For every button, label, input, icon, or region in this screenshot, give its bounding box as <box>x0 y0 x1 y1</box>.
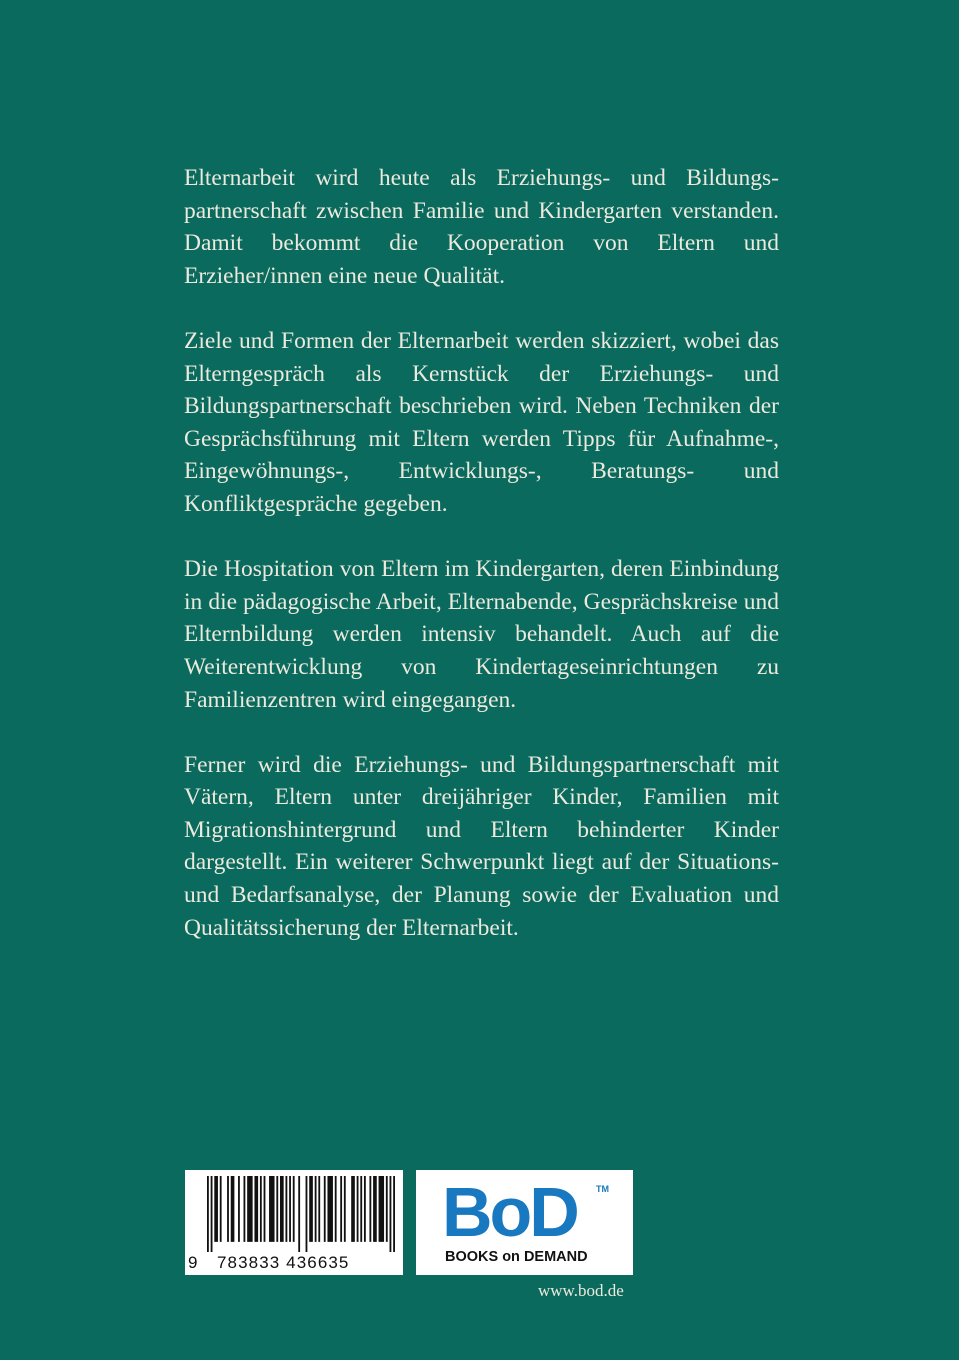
back-cover-blurb <box>184 162 779 977</box>
barcode-bar <box>238 1176 240 1242</box>
barcode-bar <box>214 1176 218 1242</box>
barcode-bar <box>340 1176 342 1242</box>
barcode-bar <box>357 1176 359 1242</box>
bod-logo-mark: BoD <box>442 1173 577 1251</box>
barcode-bar <box>351 1176 355 1242</box>
isbn-digits: 783833 436635 <box>217 1253 350 1272</box>
barcode-bar <box>207 1176 209 1252</box>
barcode-bar <box>285 1176 287 1242</box>
blurb-paragraph-3: Die Hospitation von Eltern im Kindergarten, deren Einbindung in die pädagogische Arbeit, Elternabende, Gesprächskreise und Elternbildung werden intensiv behandelt. Auch auf die Weiterentwicklung von Kindertageseinrichtungen zu Familienzentren wird eingegangen. <box>184 556 779 713</box>
barcode-bar <box>344 1176 346 1242</box>
barcode-bar <box>306 1176 308 1252</box>
barcode-bar <box>364 1176 366 1242</box>
barcode-bar <box>298 1176 300 1252</box>
barcode-bar <box>324 1176 326 1242</box>
barcode-bar <box>220 1176 222 1242</box>
publisher-url: www.bod.de <box>538 1281 624 1300</box>
barcode-bar <box>244 1176 246 1242</box>
blurb-paragraph-2: Ziele und Formen der Elternarbeit werden skizziert, wobei das Elterngespräch als Kernstück der Erziehungs- und Bildungspartnerschaft beschrieben wird. Neben Techniken der Gesprächsführung mit Eltern werden Tipps für Aufnahme-, Eingewöhnungs-, Entwicklungs-, Beratungs- und Konfliktgespräche gegeben. <box>184 327 779 517</box>
barcode-bar <box>327 1176 332 1242</box>
blurb-paragraph-4: Ferner wird die Erziehungs- und Bildungspartnerschaft mit Vätern, Eltern unter dreijähriger Kinder, Familien mit Migrationshintergrund und Eltern behinderter Kinder dargestellt. Ein weiterer Schwerpunkt liegt auf der Situations- und Bedarfsanalyse, der Planung sowie der Evaluation und Qualitätssicherung der Elternarbeit. <box>184 751 779 941</box>
barcode-bar <box>254 1176 258 1242</box>
barcode-bar <box>231 1176 235 1242</box>
barcode-bar <box>369 1176 371 1242</box>
barcode-bar <box>309 1176 313 1242</box>
barcode-bar <box>379 1176 384 1242</box>
barcode-bar <box>269 1176 274 1242</box>
isbn-first-digit: 9 <box>188 1253 199 1272</box>
barcode-bar <box>247 1176 252 1242</box>
barcode-bar <box>393 1176 395 1252</box>
bod-tagline: BOOKS on DEMAND <box>445 1249 588 1265</box>
barcode-bar <box>227 1176 229 1242</box>
barcode-bar <box>211 1176 213 1252</box>
barcode-bar <box>260 1176 262 1242</box>
barcode-bar <box>360 1176 362 1242</box>
barcode-bar <box>293 1176 295 1242</box>
bod-logo <box>416 1170 633 1275</box>
barcode-bar <box>318 1176 320 1242</box>
barcode-bars <box>207 1176 395 1252</box>
isbn-barcode <box>185 1170 403 1275</box>
barcode-bar <box>386 1176 388 1242</box>
barcode-bar <box>276 1176 278 1242</box>
barcode-bar <box>315 1176 317 1242</box>
trademark: TM <box>596 1184 609 1194</box>
barcode-bar <box>280 1176 284 1242</box>
barcode-bar <box>264 1176 266 1242</box>
blurb-paragraph-1: Elternarbeit wird heute als Erziehungs- und Bildungspartnerschaft zwischen Familie und Kindergarten verstanden. Damit bekommt die Kooperation von Eltern und Erzieher/innen eine neue Qualität. <box>184 165 779 289</box>
barcode-bar <box>390 1176 392 1252</box>
barcode-bar <box>373 1176 377 1242</box>
barcode-bar <box>335 1176 337 1242</box>
barcode-bar <box>289 1176 291 1242</box>
